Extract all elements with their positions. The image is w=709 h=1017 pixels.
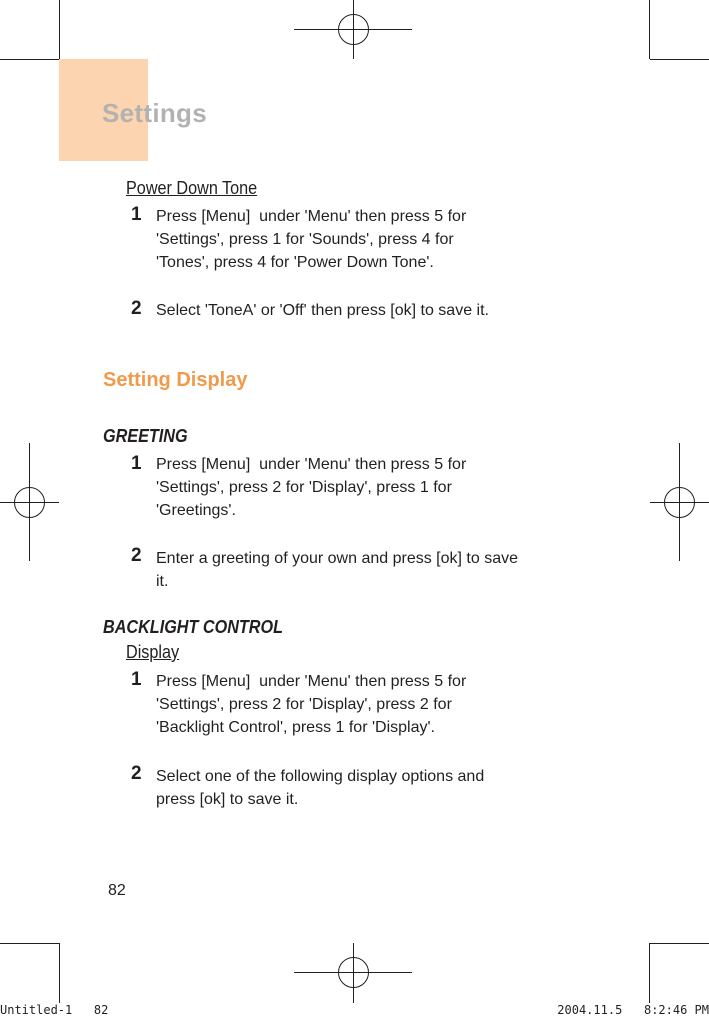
step-number: 1 [131,453,142,474]
display-subhead: Display [126,642,180,662]
step-text: Select one of the following display options and press [ok] to save it. [156,768,485,808]
print-slug-left: Untitled-1 82 [0,1003,109,1017]
page-number: 82 [108,882,126,899]
page-title: Settings [102,98,207,128]
step-number: 2 [131,545,142,566]
step-text: Press [Menu] under 'Menu' then press 5 for 'Settings', press 1 for 'Sounds', press 4 for 'Tones', press 4 for 'Power Down Tone'. [156,208,467,271]
section-title: Setting Display [103,369,248,391]
step-number: 2 [131,298,142,319]
step-number: 1 [131,669,142,690]
print-slug-right: 2004.11.5 8:2:46 PM [557,1003,709,1017]
backlight-heading: BACKLIGHT CONTROL [103,617,283,637]
step-text: Enter a greeting of your own and press [ok] to save it. [156,550,518,590]
step-text: Select 'ToneA' or 'Off' then press [ok] to save it. [156,302,489,319]
step-number: 2 [131,763,142,784]
greeting-heading: GREETING [103,426,188,446]
step-text: Press [Menu] under 'Menu' then press 5 for 'Settings', press 2 for 'Display', press 1 for 'Greetings'. [156,456,467,519]
step-number: 1 [131,204,142,225]
step-text: Press [Menu] under 'Menu' then press 5 for 'Settings', press 2 for 'Display', press 2 for 'Backlight Control', press 1 for 'Display'. [156,673,467,736]
power-down-tone-subhead: Power Down Tone [126,178,258,198]
